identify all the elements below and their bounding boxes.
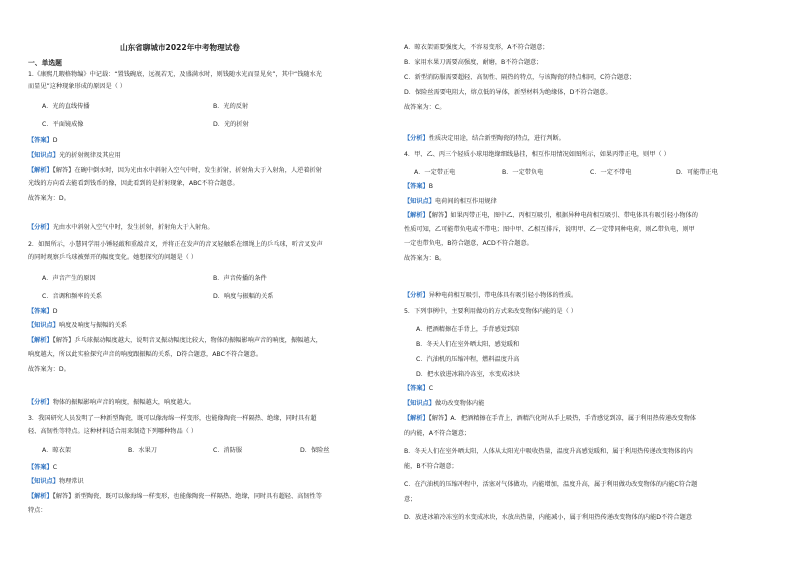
q1-conclusion: 故答案为：D。 xyxy=(28,195,70,202)
q3-option-analysis-c: C．新型消防服需要超轻、高韧性、隔热的特点，与该陶瓷的特点相同，C符合题意； xyxy=(404,74,636,81)
knowledge-text: 电荷间的相互作用规律 xyxy=(434,198,497,205)
q2-knowledge xyxy=(28,322,127,330)
answer-tag: 【答案】 xyxy=(404,385,429,392)
q4-explain-line1 xyxy=(404,212,698,220)
q2-stem-line1: 2．如图所示，小慧同学用小锤轻敲和重敲音叉，并将正在发声的音叉轻触系在细绳上的乒乓球，听音叉发声 xyxy=(28,241,323,248)
q3-option-analysis-b: B．家用水果刀需要高强度，耐磨，B不符合题意； xyxy=(404,59,543,66)
explain-tag: 【解析】 xyxy=(28,337,53,344)
q3-answer xyxy=(28,464,57,472)
q5-answer xyxy=(404,385,433,393)
q4-explain-line3: 一定也带负电，B符合题意，ACD不符合题意。 xyxy=(404,240,533,247)
analysis-text: 光由水中斜射入空气中时，发生折射，折射角大于入射角。 xyxy=(52,224,214,231)
analysis-tag: 【分析】 xyxy=(404,292,429,299)
analysis-tag: 【分析】 xyxy=(28,399,53,406)
explain-tag: 【解析】 xyxy=(28,493,53,500)
q1-explain-line1 xyxy=(28,167,322,175)
explain-text: 【解答】如果丙带正电，图中乙、丙相互吸引，根据异种电荷相互吸引、带电体具有吸引轻小物体的 xyxy=(428,212,698,219)
knowledge-tag: 【知识点】 xyxy=(28,152,59,159)
q3-option-analysis-a: A．晾衣架需要强度大，不容易变形，A不符合题意； xyxy=(404,44,549,51)
q2-conclusion: 故答案为：D。 xyxy=(28,366,70,373)
q4-option-c: C．一定不带电 xyxy=(590,169,632,176)
analysis-text: 异种电荷相互吸引，带电体具有吸引轻小物体的性质。 xyxy=(428,292,578,299)
q3-analysis xyxy=(404,135,565,143)
explain-text: 【解答】新型陶瓷，既可以像海绵一样变形，也能像陶瓷一样隔热、绝缘，同时具有超轻、高韧性等 xyxy=(52,493,322,500)
q2-option-a: A．声音产生的原因 xyxy=(42,275,96,282)
q5-option-d: D．把水放进冰箱冷冻室，水变成冰块 xyxy=(416,371,520,378)
explain-tag: 【解析】 xyxy=(28,167,53,174)
right-column xyxy=(404,0,769,562)
knowledge-tag: 【知识点】 xyxy=(28,478,59,485)
answer-value: C xyxy=(428,385,434,392)
answer-tag: 【答案】 xyxy=(404,183,429,190)
q4-analysis xyxy=(404,292,577,300)
q4-stem-line1: 4．甲、乙、丙三个轻质小球用绝缘细线悬挂，相互作用情况如图所示，如果丙带正电，则甲（ ） xyxy=(404,151,670,158)
explain-tag: 【解析】 xyxy=(404,212,429,219)
q4-explain-line2: 性质可知，乙可能带负电或不带电；图中甲、乙相互排斥，说明甲、乙一定带同种电荷，则乙带负电，则甲 xyxy=(404,226,695,233)
knowledge-tag: 【知识点】 xyxy=(404,400,435,407)
answer-value: C xyxy=(52,464,58,471)
q1-knowledge xyxy=(28,152,121,160)
analysis-text: 物体的振幅影响声音的响度，振幅越大，响度越大。 xyxy=(52,399,196,406)
q4-option-a: A．一定带正电 xyxy=(414,169,456,176)
knowledge-text: 光的折射规律及其应用 xyxy=(58,152,121,159)
q4-option-d: D．可能带正电 xyxy=(676,169,718,176)
answer-tag: 【答案】 xyxy=(28,308,53,315)
q5-explain-line3: B．冬天人们在室外晒太阳，人体从太阳光中吸收热量，温度升高感觉暖和，属于利用热传递改变物体的内 xyxy=(404,448,693,455)
q1-stem-line1: 1.《康熙几暇格物编》中记载：“置钱碗底，远视若无，及盛满水时，则钱随水光而显见矣”，其中“钱随水光 xyxy=(28,71,322,78)
q1-analysis xyxy=(28,224,214,232)
q3-option-b: B．水果刀 xyxy=(128,447,157,454)
q2-option-c: C．音调和频率的关系 xyxy=(42,293,103,300)
section-heading: 一、单选题 xyxy=(28,59,62,67)
answer-value: D xyxy=(52,308,58,315)
q5-option-c: C．汽油机的压缩冲程，燃料温度升高 xyxy=(416,356,520,363)
q5-explain-line1 xyxy=(404,415,696,423)
q2-stem-line2: 的同时观察乒乓球被弹开的幅度变化。她想探究的问题是（ ） xyxy=(28,254,198,261)
explain-tag: 【解析】 xyxy=(404,415,429,422)
answer-tag: 【答案】 xyxy=(28,464,53,471)
q5-explain-line7: D．放进冰箱冷冻室的水变成冰块，水放出热量，内能减小，属于利用热传递改变物体的内能D不符合题意 xyxy=(404,514,692,521)
q3-conclusion: 故答案为：C。 xyxy=(404,104,446,111)
explain-text: 【解答】A．把酒精擦在手背上，酒精汽化时从手上吸热，手背感觉到凉，属于利用热传递改变物体 xyxy=(428,415,696,422)
analysis-text: 性质决定用途，结合新型陶瓷的特点，进行判断。 xyxy=(428,135,565,142)
q2-analysis xyxy=(28,399,195,407)
q3-option-c: C．消防服 xyxy=(213,447,243,454)
q1-option-c: C．平面镜成像 xyxy=(42,121,84,128)
q2-option-d: D．响度与振幅的关系 xyxy=(213,293,274,300)
q3-explain-line2: 特点： xyxy=(28,507,47,514)
q5-option-a: A．把酒精擦在手背上，手背感觉到凉 xyxy=(416,326,520,333)
q3-explain-line1 xyxy=(28,493,322,501)
q1-stem-line2: 而显见”这种现象形成的原因是（ ） xyxy=(28,83,126,90)
q5-explain-line2: 的内能，A不符合题意； xyxy=(404,430,471,437)
q2-explain-line1 xyxy=(28,337,322,345)
q3-option-analysis-d: D．保险丝需要电阻大，熔点低的导体，新型材料为绝缘体，D不符合题意。 xyxy=(404,89,612,96)
q1-option-a: A．光的直线传播 xyxy=(42,103,90,110)
q5-explain-line5: C．在汽油机的压缩冲程中，活塞对气体做功，内能增加，温度升高，属于利用做功改变物体的内能C符合题 xyxy=(404,481,698,488)
q5-explain-line6: 意； xyxy=(404,496,417,503)
knowledge-text: 响度及响度与振幅的关系 xyxy=(58,322,127,329)
q1-explain-line2: 光线的方向看去能看到钱币的像，因此看到的是折射现象，ABC不符合题意。 xyxy=(28,180,239,187)
q3-stem-line2: 轻、高韧性等特点。这种材料适合用来制造下列哪种物品（ ） xyxy=(28,428,198,435)
q1-option-b: B．光的反射 xyxy=(213,103,249,110)
q4-option-b: B．一定带负电 xyxy=(502,169,544,176)
q3-stem-line1: 3．我国研究人员发明了一种新型陶瓷，既可以像海绵一样变形，也能像陶瓷一样隔热、绝缘，同时具有超 xyxy=(28,415,317,422)
q3-knowledge xyxy=(28,478,84,486)
answer-value: D xyxy=(52,137,58,144)
answer-value: B xyxy=(428,183,433,190)
left-column xyxy=(28,0,393,562)
explain-text: 【解答】乒乓球振动幅度越大，说明音叉振动幅度比较大，物体的振幅影响声音的响度，振幅越大， xyxy=(52,337,322,344)
q3-option-a: A．晾衣架 xyxy=(42,447,71,454)
q5-explain-line4: 能，B不符合题意； xyxy=(404,463,458,470)
q4-knowledge xyxy=(404,198,497,206)
q2-answer xyxy=(28,308,58,316)
knowledge-tag: 【知识点】 xyxy=(28,322,59,329)
q5-option-b: B．冬天人们在室外晒太阳，感觉暖和 xyxy=(416,341,520,348)
q5-knowledge xyxy=(404,400,484,408)
knowledge-text: 做功改变物体内能 xyxy=(434,400,485,407)
q1-option-d: D．光的折射 xyxy=(213,121,249,128)
q4-conclusion: 故答案为：B。 xyxy=(404,255,446,262)
page-title: 山东省聊城市2022年中考物理试卷 xyxy=(120,43,240,52)
knowledge-text: 物理常识 xyxy=(58,478,84,485)
analysis-tag: 【分析】 xyxy=(28,224,53,231)
q4-answer xyxy=(404,183,433,191)
analysis-tag: 【分析】 xyxy=(404,135,429,142)
q3-option-d: D．保险丝 xyxy=(300,447,330,454)
q2-explain-line2: 响度越大，所以此实验探究声音的响度跟振幅的关系，D符合题意，ABC不符合题意。 xyxy=(28,351,263,358)
explain-text: 【解答】在碗中倒水时，因为光由水中斜射入空气中时，发生折射，折射角大于入射角，人逆着折射 xyxy=(52,167,322,174)
q1-answer xyxy=(28,137,58,145)
knowledge-tag: 【知识点】 xyxy=(404,198,435,205)
q5-stem-line1: 5．下列事例中，主要利用做功的方式来改变物体内能的是（ ） xyxy=(404,308,577,315)
answer-tag: 【答案】 xyxy=(28,137,53,144)
q2-option-b: B．声音传播的条件 xyxy=(213,275,267,282)
